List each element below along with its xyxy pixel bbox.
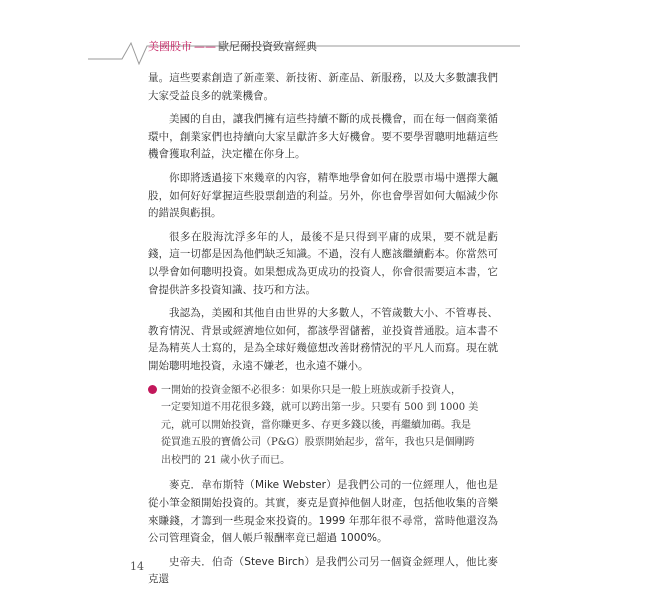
book-subtitle: 歐尼爾投資致富經典 bbox=[218, 40, 317, 53]
paragraph: 美國的自由，讓我們擁有這些持續不斷的成長機會，而在每一個商業循環中，創業家們也持續向大家呈獻許多大好機會。要不要學習聰明地藉這些機會獲取利益，決定權在你身上。 bbox=[148, 113, 498, 161]
page-number: 14 bbox=[130, 560, 144, 573]
header-rule bbox=[0, 0, 655, 70]
note-line: 一開始的投資金額不必很多：如果你只是一般上班族或新手投資人， bbox=[161, 384, 461, 396]
note-line: 出校門的 21 歲小伙子而已。 bbox=[161, 454, 291, 466]
bullet-dot-icon bbox=[148, 385, 157, 394]
note-line: 從買進五股的寶僑公司（P&G）股票開始起步，當年，我也只是個剛跨 bbox=[161, 437, 475, 449]
title-dash: —— bbox=[194, 40, 216, 53]
page-body bbox=[148, 70, 498, 595]
tip-note bbox=[148, 382, 498, 470]
paragraph: 你即將透過接下來幾章的內容，精準地學會如何在股票市場中選擇大飆股，如何好好掌握這些股票創造的利益。另外，你也會學習如何大幅減少你的錯誤與虧損。 bbox=[148, 171, 498, 220]
running-head bbox=[148, 38, 317, 54]
paragraph: 很多在股海沈浮多年的人，最後不是只得到平庸的成果，要不就是虧錢，這一切都是因為他們缺乏知識。不過，沒有人應該繼續虧本。你當然可以學會如何聰明投資。如果想成為更成功的投資人，你會很需要這本書，它會提供許多投資知識、技巧和方法。 bbox=[148, 230, 498, 296]
paragraph: 量。這些要素創造了新產業、新技術、新產品、新服務，以及大多數讓我們大家受益良多的就業機會。 bbox=[148, 72, 498, 102]
paragraph: 麥克．韋布斯特（Mike Webster）是我們公司的一位經理人，他也是從小筆金額開始投資的。其實，麥克是賣掉他個人財產，包括他收集的音樂來賺錢，才籌到一些現金來投資的。1999 年那年很不尋常，當時他還沒為公司管理資金，個人帳戶報酬率竟已超過 1000%。 bbox=[148, 479, 498, 545]
paragraph: 史帝夫．伯奇（Steve Birch）是我們公司另一個資金經理人，他比麥克還 bbox=[148, 555, 498, 586]
note-line: 一定要知道不用花很多錢，就可以跨出第一步。只要有 500 到 1000 美 bbox=[161, 402, 479, 414]
paragraph: 我認為，美國和其他自由世界的大多數人，不管歲數大小、不管專長、教育情況、背景或經濟地位如何，都該學習儲蓄，並投資普通股。這本書不是為精英人士寫的，是為全球好幾億想改善財務情況的平凡人而寫。現在就開始聰明地投資，永遠不嫌老，也永遠不嫌小。 bbox=[148, 307, 498, 372]
note-line: 元，就可以開始投資，當你賺更多、存更多錢以後，再繼續加碼。我是 bbox=[161, 419, 471, 431]
series-title: 美國股市 bbox=[148, 40, 192, 53]
page-header bbox=[0, 0, 655, 70]
